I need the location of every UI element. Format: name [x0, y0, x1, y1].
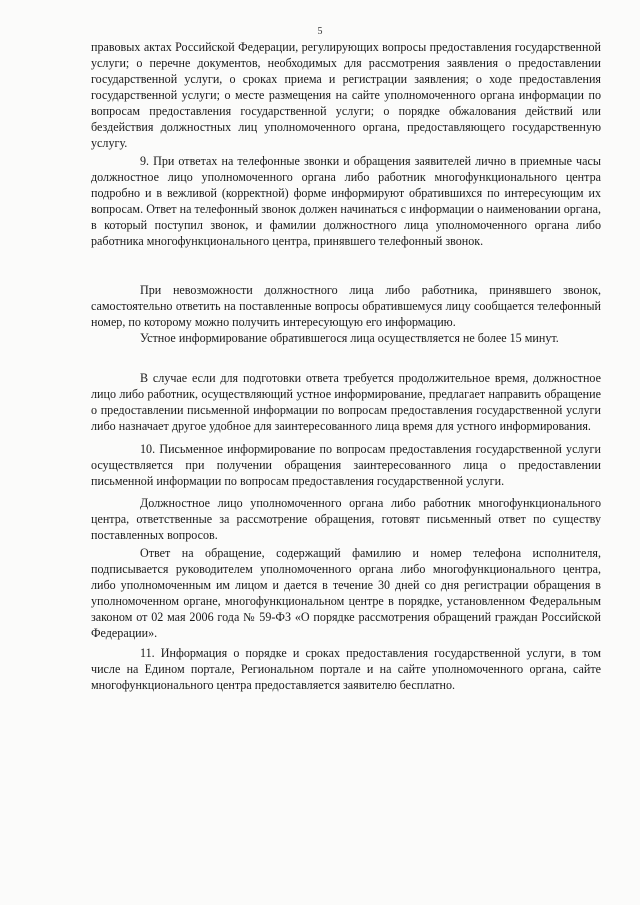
paragraph-answer-signing: Ответ на обращение, содержащий фамилию и номер телефона исполнителя, подписывается руководителем уполномоченного органа либо многофункционального центра, либо уполномоченным им лицом и дается в течение 30 дней со дня регистрации обращения в уполномоченном органе, многофункциональном центре в порядке, установленном Федеральным законом от 02 мая 2006 года № 59-ФЗ «О порядке рассмотрения обращений граждан Российской Федерации». — [91, 546, 601, 640]
paragraph-11: 11. Информация о порядке и сроках предоставления государственной услуги, в том числе на Едином портале, Региональном портале и на сайте уполномоченного органа, сайте многофункционального центра предоставляется заявителю бесплатно. — [91, 646, 601, 692]
paragraph-written-answer: Должностное лицо уполномоченного органа либо работник многофункционального центра, ответственные за рассмотрение обращения, готовят письменный ответ по существу поставленных вопросов. — [91, 496, 601, 542]
page-number: 5 — [317, 26, 323, 37]
paragraph-continuation: правовых актах Российской Федерации, регулирующих вопросы предоставления государственной услуги; о перечне документов, необходимых для рассмотрения заявления о предоставлении государственной услуги, о сроках приема и регистрации заявления; о ходе предоставления государственной услуги; о месте размещения на сайте уполномоченного органа информации по вопросам предоставления государственной услуги; о порядке обжалования действий или бездействия должностных лиц уполномоченного органа, предоставляющего государственную услугу. — [91, 40, 601, 150]
paragraph-9: 9. При ответах на телефонные звонки и обращения заявителей лично в приемные часы должностное лицо уполномоченного органа либо работник многофункционального центра подробно и в вежливой (корректной) форме информируют обратившихся по интересующим их вопросам. Ответ на телефонный звонок должен начинаться с информации о наименовании органа, в который поступил звонок, и фамилии должностного лица уполномоченного органа либо работника многофункционального центра, принявшего телефонный звонок. — [91, 154, 601, 248]
paragraph-longer-answer: В случае если для подготовки ответа требуется продолжительное время, должностное лицо либо работник, осуществляющий устное информирование, предлагает направить обращение о предоставлении письменной информации по вопросам предоставления государственной услуги либо назначает другое удобное для заинтересованного лица время для устного информирования. — [91, 371, 601, 433]
paragraph-phone-number: При невозможности должностного лица либо работника, принявшего звонок, самостоятельно ответить на поставленные вопросы обратившемуся лицу сообщается телефонный номер, по которому можно получить интересующую его информацию. — [91, 283, 601, 329]
paragraph-oral-duration: Устное информирование обратившегося лица осуществляется не более 15 минут. — [140, 331, 559, 345]
paragraph-10: 10. Письменное информирование по вопросам предоставления государственной услуги осуществляется при получении обращения заинтересованного лица о предоставлении письменной информации по вопросам предоставления государственной услуги. — [91, 442, 601, 488]
